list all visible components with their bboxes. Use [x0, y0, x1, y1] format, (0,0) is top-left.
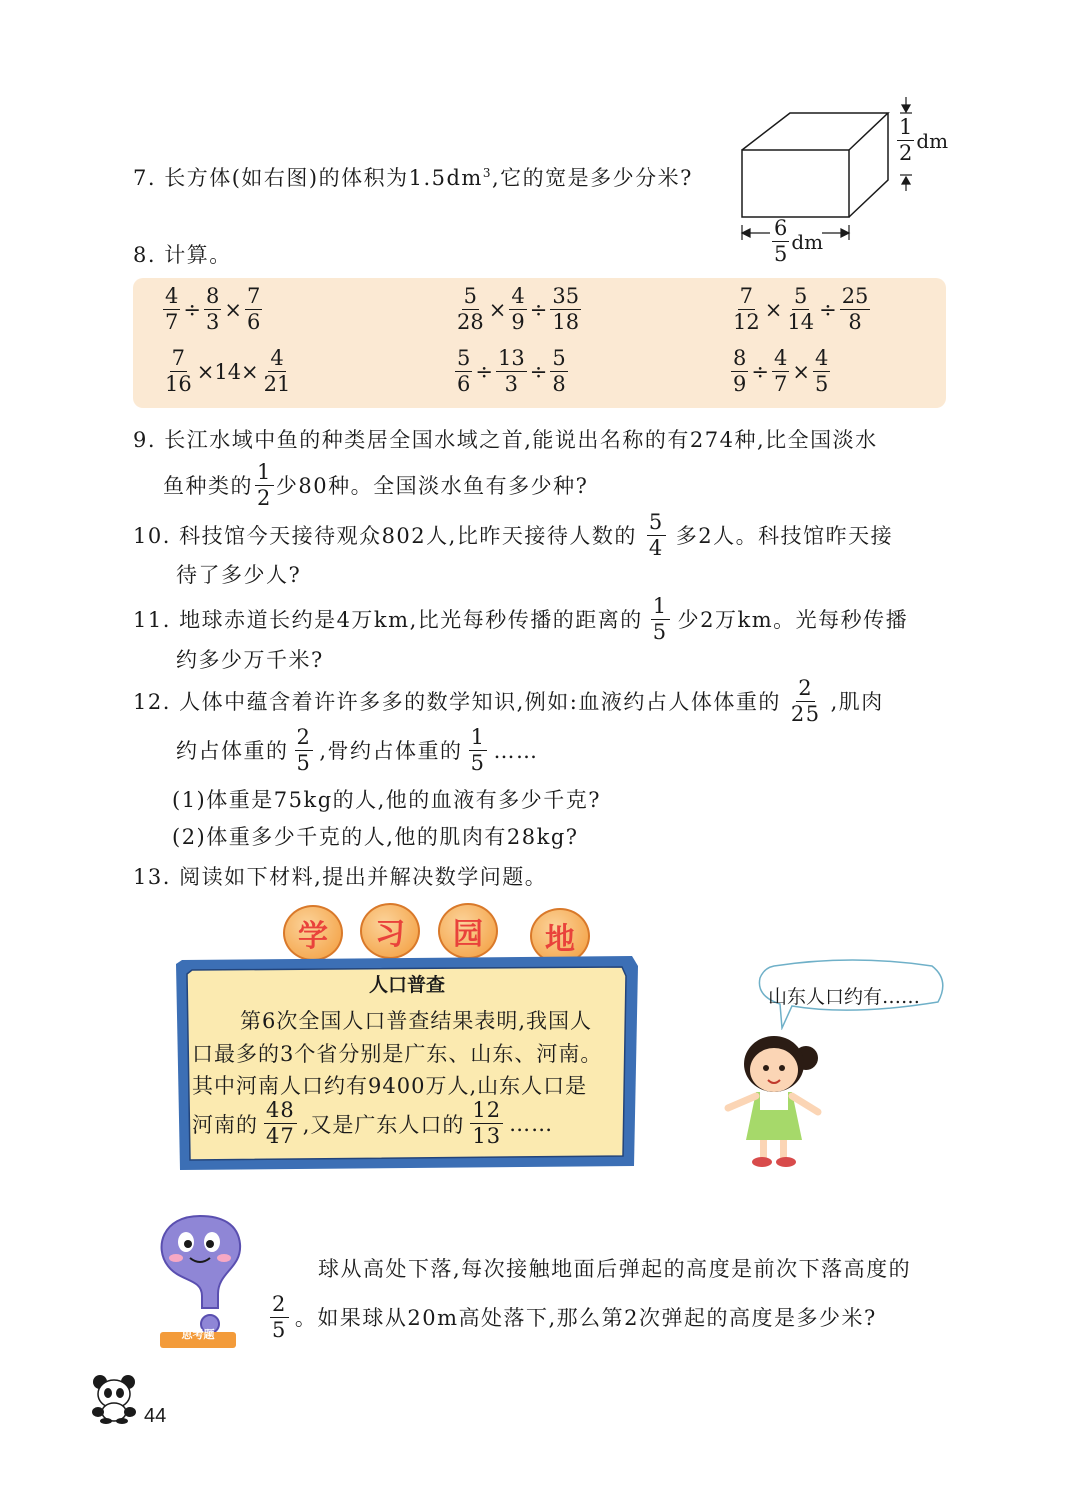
- think-badge: 思考题: [181, 1328, 215, 1341]
- q12-line2: 约占体重的 $\frac{2}{5}$ ,骨约占体重的 $\frac{1}{5}$ ……: [176, 725, 539, 775]
- q12-sub2: (2)体重多少千克的人,他的肌肉有28kg?: [172, 825, 579, 849]
- banner-char: 学: [283, 905, 343, 961]
- card-line: 第6次全国人口普查结果表明,我国人: [240, 1009, 593, 1033]
- fraction: $\frac{2}{5}$: [296, 725, 312, 775]
- q9-line1: 9. 长江水域中鱼的种类居全国水域之首,能说出名称的有274种,比全国淡水: [133, 428, 878, 452]
- q8-label: 8. 计算。: [133, 243, 232, 267]
- fraction: $\frac{12}{13}$: [472, 1098, 502, 1148]
- bubble-text: 山东人口约有……: [768, 986, 921, 1008]
- fraction: $\frac{48}{47}$: [266, 1098, 295, 1148]
- q7-text-pre: 7. 长方体(如右图)的体积为1.5dm: [133, 166, 483, 190]
- calc-expression: $\frac{4}{7}$ ÷ $\frac{8}{3}$ × $\frac{7}{6}$: [165, 284, 261, 334]
- think-line1: 球从高处下落,每次接触地面后弹起的高度是前次下落高度的: [318, 1257, 912, 1281]
- card-line: 其中河南人口约有9400万人,山东人口是: [192, 1074, 588, 1098]
- q12-line1: 12. 人体中蕴含着许许多多的数学知识,例如:血液约占人体体重的 $\frac{2}{25}$ ,肌肉: [133, 676, 884, 726]
- girl-illustration: [722, 1028, 832, 1170]
- calc-expression: $\frac{5}{6}$ ÷ $\frac{13}{3}$ ÷ $\frac{5}{8}$: [457, 346, 566, 396]
- calc-expression: $\frac{5}{28}$ × $\frac{4}{9}$ ÷ $\frac{35}{18}$: [457, 284, 580, 334]
- banner-char: 园: [438, 903, 498, 959]
- q10-line1: 10. 科技馆今天接待观众802人,比昨天接待人数的 $\frac{5}{4}$ 多2人。科技馆昨天接: [133, 510, 894, 560]
- calc-expression: $\frac{8}{9}$ ÷ $\frac{4}{7}$ × $\frac{4}{5}$: [733, 346, 829, 396]
- fraction: $\frac{2}{25}$: [790, 676, 821, 726]
- q13-label: 13. 阅读如下材料,提出并解决数学问题。: [133, 865, 548, 889]
- page-number: 44: [144, 1405, 167, 1427]
- fraction: $\frac{1}{5}$: [652, 594, 668, 644]
- card-line: 河南的 $\frac{48}{47}$ ,又是广东人口的 $\frac{12}{13}$ ……: [192, 1098, 554, 1148]
- card-title: 人口普查: [368, 974, 445, 996]
- fraction: $\frac{1}{5}$: [470, 725, 486, 775]
- q12-sub1: (1)体重是75kg的人,他的血液有多少千克?: [172, 788, 602, 812]
- cuboid-length-label: $\frac{6}{5}$ dm: [774, 216, 824, 266]
- q11-line1: 11. 地球赤道长约是4万km,比光每秒传播的距离的 $\frac{1}{5}$ 少2万km。光每秒传播: [133, 594, 909, 644]
- q9-line2: 鱼种类的 $\frac{1}{2}$ 少80种。全国淡水鱼有多少种?: [163, 460, 589, 510]
- q7-text: [133, 158, 693, 193]
- cuboid-height-label: $\frac{1}{2}$ dm: [899, 115, 949, 165]
- fraction: $\frac{2}{5}$: [272, 1292, 287, 1342]
- banner-char: 地: [530, 908, 590, 964]
- panda-icon: [88, 1372, 140, 1424]
- card-line: 口最多的3个省分别是广东、山东、河南。: [192, 1042, 603, 1066]
- calc-expression: $\frac{7}{16}$ ×14× $\frac{4}{21}$: [165, 346, 291, 396]
- calc-expression: $\frac{7}{12}$ × $\frac{5}{14}$ ÷ $\frac{25}{8}$: [733, 284, 869, 334]
- fraction: $\frac{1}{2}$: [257, 460, 272, 510]
- q10-line2: 待了多少人?: [176, 563, 302, 587]
- q7-sup: 3: [482, 166, 492, 180]
- calculation-box: [133, 278, 946, 408]
- q7-text-post: ,它的宽是多少分米?: [492, 166, 693, 190]
- think-line2: $\frac{2}{5}$ 。如果球从20m高处落下,那么第2次弹起的高度是多少米?: [272, 1292, 877, 1342]
- banner-char: 习: [360, 903, 420, 959]
- fraction: $\frac{5}{4}$: [648, 510, 664, 560]
- q11-line2: 约多少万千米?: [176, 648, 324, 672]
